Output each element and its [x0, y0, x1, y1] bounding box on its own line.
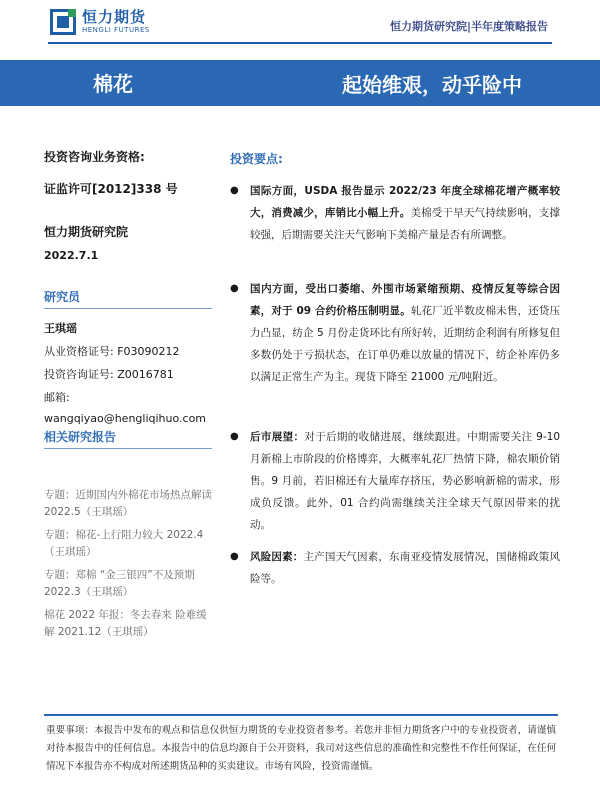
commodity-title: 棉花 [93, 72, 133, 96]
related-report-item[interactable]: 棉花 2022 年报：冬去春来 险难缓解 2021.12（王琪瑶） [44, 609, 207, 638]
license-number [44, 343, 180, 359]
key-point-outlook [230, 426, 560, 536]
key-point-text: 美棉受干旱天气持续影响，支撑较强，后期需要关注天气影响下美棉产量是否有所调整。 [250, 207, 561, 241]
consult-label: 投资咨询证号: [44, 368, 114, 381]
related-reports-list [44, 487, 214, 647]
logo-name-cn: 恒力期货 [82, 8, 147, 26]
analyst-name: 王琪瑶 [44, 322, 77, 335]
analyst-section-divider [44, 308, 212, 309]
key-points-title: 投资要点: [230, 152, 283, 166]
page-header [0, 0, 600, 48]
title-banner [0, 60, 600, 106]
footer-divider [44, 714, 558, 716]
key-point-bold: 国内方面，受出口萎缩、外围市场紧缩预期、疫情反复等综合因素，对于 09 合约价格压制明显。 [250, 283, 560, 317]
license-value: F03090212 [117, 345, 180, 358]
license-label: 从业资格证号: [44, 345, 114, 358]
report-date: 2022.7.1 [44, 249, 99, 262]
related-reports-divider [44, 448, 212, 449]
bullet-icon: ● [230, 431, 239, 442]
key-point-bold: 后市展望： [250, 431, 305, 443]
bullet-icon: ● [230, 185, 239, 196]
consult-number [44, 366, 174, 382]
email-label: 邮箱: [44, 391, 70, 404]
related-report-item[interactable]: 专题：近期国内外棉花市场热点解读 2022.5（王琪瑶） [44, 489, 212, 518]
report-type-label: 恒力期货研究院|半年度策略报告 [389, 20, 548, 33]
analyst-email[interactable]: wangqiyao@hengliqihuo.com [44, 412, 207, 425]
related-report-item[interactable]: 专题：棉花-上行阻力较大 2022.4（王琪瑶） [44, 529, 204, 558]
key-point-text: 对于后期的收储进展，继续跟进。中期需要关注 9-10 月新棉上市阶段的价格博弈，大概率轧花厂热情下降，棉农顺价销售。9 月前，若旧棉还有大量库存挤压，势必影响新棉的需求，形成负反馈。此外，01 合约尚需继续关注全球天气原因带来的扰动。 [250, 431, 561, 531]
logo-icon [50, 9, 76, 35]
logo-name-en: HENGLI FUTURES [82, 26, 150, 34]
bullet-icon: ● [230, 551, 239, 562]
key-point-bold: 风险因素： [250, 551, 304, 563]
related-reports-title: 相关研究报告 [44, 430, 117, 444]
bullet-icon: ● [230, 283, 239, 294]
institute-name: 恒力期货研究院 [44, 225, 129, 239]
analyst-section-title: 研究员 [44, 290, 81, 304]
report-headline: 起始维艰，动乎险中 [342, 73, 522, 97]
disclaimer: 重要事项：本报告中发布的观点和信息仅供恒力期货的专业投资者参考。若您并非恒力期货客户中的专业投资者，请谨慎对待本报告中的任何信息。本报告中的信息均源自于公开资料，我司对这些信息的准确性和完整性不作任何保证，在任何情况下本报告亦不构成对所述期货品种的买卖建议。市场有风险，投资需谨慎。 [46, 725, 556, 772]
key-point-domestic [230, 278, 560, 388]
company-logo [50, 6, 150, 38]
header-divider [48, 42, 552, 44]
qualification-label: 投资咨询业务资格: [44, 150, 145, 164]
key-point-bold: 国际方面，USDA 报告显示 2022/23 年度全球棉花增产概率较大，消费减少，库销比小幅上升。 [250, 185, 560, 219]
related-report-item[interactable]: 专题：郑棉 “金三银四”不及预期 2022.3（王琪瑶） [44, 569, 195, 598]
qualification-value: 证监许可[2012]338 号 [44, 182, 178, 196]
key-point-risk [230, 546, 560, 590]
key-point-text: 轧花厂近半数皮棉未售，还贷压力凸显，纺企 5 月份走货环比有所好转，近期纺企利润有所修复但多数仍处于亏损状态，在订单仍难以放量的情况下，纺企补库仍多以满足正常生产为主。现货下降至 21000 元/吨附近。 [250, 305, 560, 383]
key-point-text: 主产国天气因素，东南亚疫情发展情况，国储棉政策风险等。 [250, 551, 561, 585]
key-point-international [230, 180, 560, 246]
consult-value: Z0016781 [117, 368, 174, 381]
